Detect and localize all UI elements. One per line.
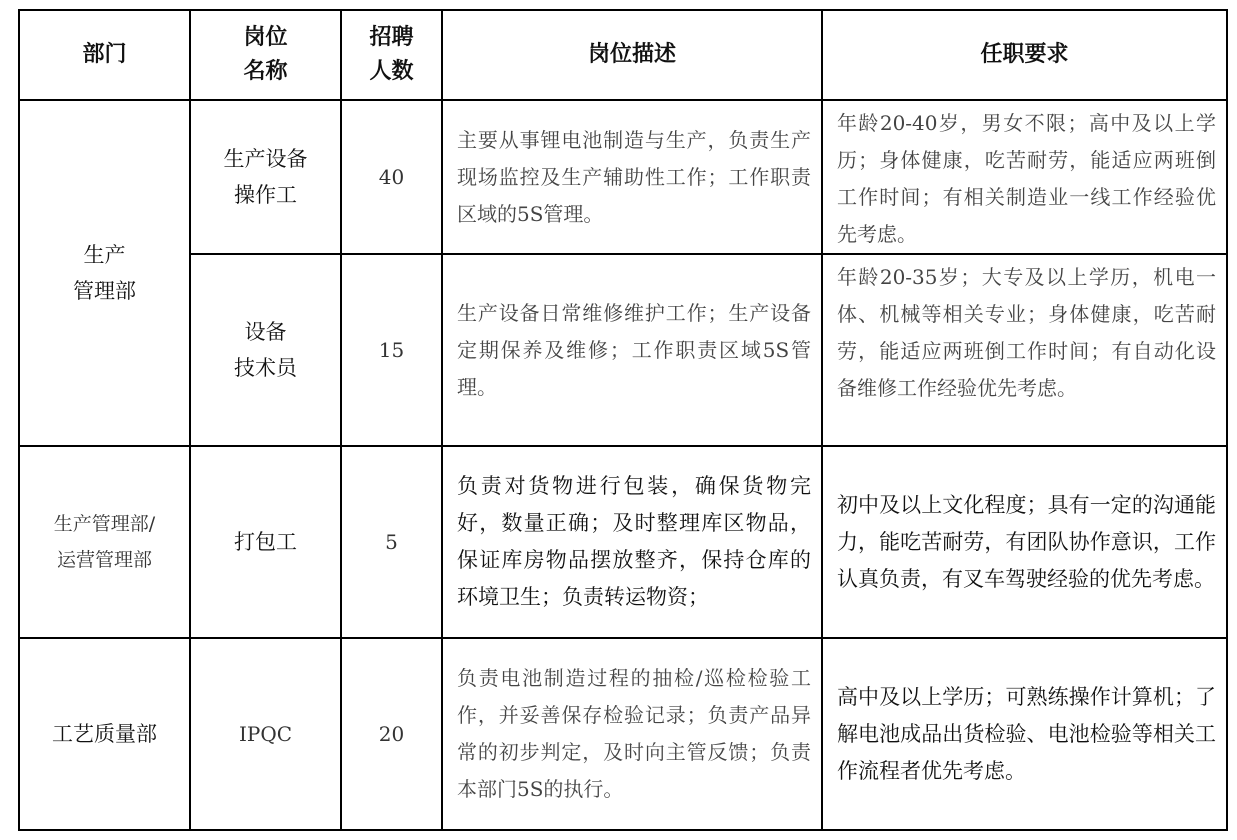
dept-cell: 生产管理部/ 运营管理部 [19, 446, 190, 638]
position-cell: 设备 技术员 [190, 254, 341, 446]
dept-cell: 工艺质量部 [19, 638, 190, 830]
count-cell: 15 [341, 254, 442, 446]
requirements-cell: 初中及以上文化程度；具有一定的沟通能力，能吃苦耐劳，有团队协作意识，工作认真负责，有叉车驾驶经验的优先考虑。 [822, 446, 1227, 638]
header-position: 岗位 名称 [190, 10, 341, 100]
requirements-cell: 高中及以上学历；可熟练操作计算机；了解电池成品出货检验、电池检验等相关工作流程者优先考虑。 [822, 638, 1227, 830]
dept-cell: 生产 管理部 [19, 100, 190, 446]
description-cell: 负责电池制造过程的抽检/巡检检验工作，并妥善保存检验记录；负责产品异常的初步判定，及时向主管反馈；负责本部门5S的执行。 [442, 638, 822, 830]
table-row [19, 100, 1227, 254]
table-row [19, 254, 1227, 446]
position-cell: 生产设备 操作工 [190, 100, 341, 254]
header-row [19, 10, 1227, 100]
count-cell: 5 [341, 446, 442, 638]
requirements-cell: 年龄20-40岁，男女不限；高中及以上学历；身体健康，吃苦耐劳，能适应两班倒工作时间；有相关制造业一线工作经验优先考虑。 [822, 100, 1227, 254]
table-row [19, 446, 1227, 638]
recruitment-table [18, 9, 1228, 831]
header-dept: 部门 [19, 10, 190, 100]
header-requirements: 任职要求 [822, 10, 1227, 100]
header-description: 岗位描述 [442, 10, 822, 100]
description-cell: 主要从事锂电池制造与生产，负责生产现场监控及生产辅助性工作；工作职责区域的5S管理。 [442, 100, 822, 254]
position-cell: IPQC [190, 638, 341, 830]
requirements-cell: 年龄20-35岁；大专及以上学历，机电一体、机械等相关专业；身体健康，吃苦耐劳，能适应两班倒工作时间；有自动化设备维修工作经验优先考虑。 [822, 254, 1227, 446]
header-count: 招聘 人数 [341, 10, 442, 100]
count-cell: 20 [341, 638, 442, 830]
description-cell: 负责对货物进行包装，确保货物完好，数量正确；及时整理库区物品，保证库房物品摆放整齐，保持仓库的环境卫生；负责转运物资； [442, 446, 822, 638]
count-cell: 40 [341, 100, 442, 254]
table-row [19, 638, 1227, 830]
description-cell: 生产设备日常维修维护工作；生产设备定期保养及维修；工作职责区域5S管理。 [442, 254, 822, 446]
position-cell: 打包工 [190, 446, 341, 638]
